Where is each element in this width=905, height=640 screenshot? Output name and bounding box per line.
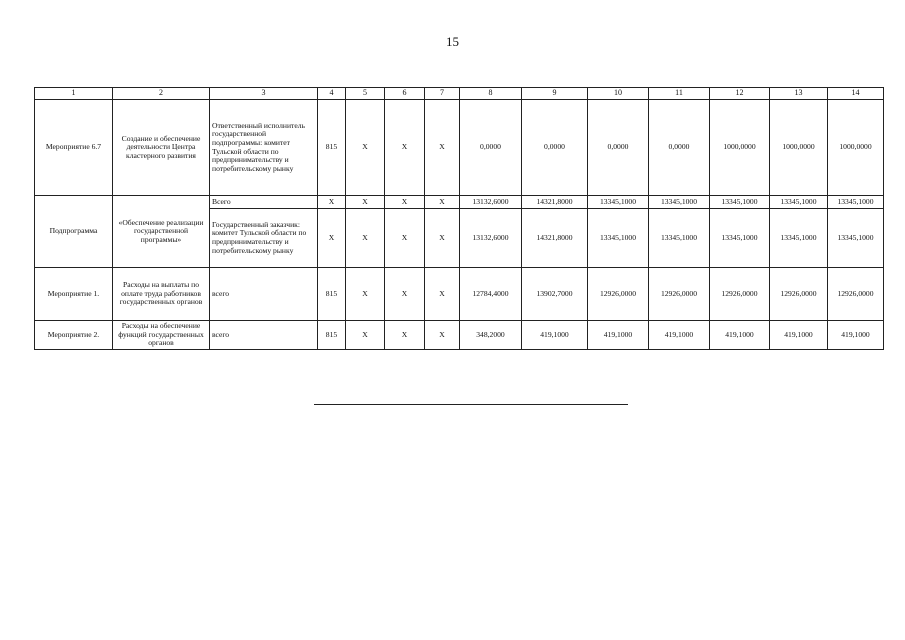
responsible-party: всего: [210, 268, 318, 321]
event-name: «Обеспечение реализации государственной программы»: [113, 196, 210, 268]
table-cell: X: [425, 196, 460, 209]
table-row: [35, 321, 884, 350]
responsible-party: всего: [210, 321, 318, 350]
table-cell: 12926,0000: [588, 268, 649, 321]
table-cell: 419,1000: [710, 321, 770, 350]
table-cell: X: [385, 321, 425, 350]
column-header: 9: [522, 88, 588, 100]
table-cell: 13345,1000: [828, 209, 884, 268]
table-cell: X: [346, 209, 385, 268]
table-cell: 12926,0000: [649, 268, 710, 321]
table-cell: 13345,1000: [710, 209, 770, 268]
responsible-party: Всего: [210, 196, 318, 209]
table-cell: 815: [318, 321, 346, 350]
table-cell: 12926,0000: [710, 268, 770, 321]
budget-table: [34, 87, 884, 350]
table-cell: X: [318, 209, 346, 268]
table-cell: X: [425, 321, 460, 350]
row-label: Мероприятие 1.: [35, 268, 113, 321]
table-cell: 419,1000: [649, 321, 710, 350]
table-cell: 0,0000: [649, 100, 710, 196]
table-cell: 13345,1000: [588, 196, 649, 209]
row-label: Мероприятие 6.7: [35, 100, 113, 196]
table-cell: X: [385, 196, 425, 209]
table-cell: 13132,6000: [460, 196, 522, 209]
column-header: 3: [210, 88, 318, 100]
header-row: [35, 88, 884, 100]
table-cell: 13132,6000: [460, 209, 522, 268]
table-cell: 13345,1000: [710, 196, 770, 209]
table-cell: X: [318, 196, 346, 209]
table-cell: 13345,1000: [770, 196, 828, 209]
table-cell: 12784,4000: [460, 268, 522, 321]
column-header: 12: [710, 88, 770, 100]
event-name: Создание и обеспечение деятельности Центра кластерного развития: [113, 100, 210, 196]
table-cell: 1000,0000: [710, 100, 770, 196]
table-cell: X: [346, 100, 385, 196]
table-cell: 1000,0000: [828, 100, 884, 196]
column-header: 5: [346, 88, 385, 100]
table-cell: 815: [318, 100, 346, 196]
table-cell: 419,1000: [828, 321, 884, 350]
table-cell: 12926,0000: [770, 268, 828, 321]
table-row: [35, 196, 884, 209]
table-cell: 419,1000: [522, 321, 588, 350]
table-row: [35, 100, 884, 196]
table-cell: 13345,1000: [828, 196, 884, 209]
table-cell: 13345,1000: [649, 196, 710, 209]
table-cell: X: [346, 196, 385, 209]
responsible-party: Ответственный исполнитель государственной подпрограммы: комитет Тульской области по предпринимательству и потребительскому рынку: [210, 100, 318, 196]
column-header: 1: [35, 88, 113, 100]
column-header: 14: [828, 88, 884, 100]
table-cell: X: [425, 100, 460, 196]
footer-divider: [314, 404, 628, 405]
column-header: 13: [770, 88, 828, 100]
table-cell: 348,2000: [460, 321, 522, 350]
column-header: 4: [318, 88, 346, 100]
table-cell: 13345,1000: [770, 209, 828, 268]
table-cell: 1000,0000: [770, 100, 828, 196]
column-header: 11: [649, 88, 710, 100]
table-cell: 419,1000: [588, 321, 649, 350]
event-name: Расходы на обеспечение функций государственных органов: [113, 321, 210, 350]
table-cell: X: [425, 268, 460, 321]
table-cell: X: [385, 268, 425, 321]
row-label: Мероприятие 2.: [35, 321, 113, 350]
table-cell: 14321,8000: [522, 209, 588, 268]
table-cell: 12926,0000: [828, 268, 884, 321]
column-header: 8: [460, 88, 522, 100]
column-header: 7: [425, 88, 460, 100]
table-cell: 815: [318, 268, 346, 321]
column-header: 2: [113, 88, 210, 100]
event-name: Расходы на выплаты по оплате труда работников государственных органов: [113, 268, 210, 321]
table-cell: X: [385, 100, 425, 196]
responsible-party: Государственный заказчик: комитет Тульской области по предпринимательству и потребительскому рынку: [210, 209, 318, 268]
page-number: 15: [446, 34, 459, 49]
table-cell: 0,0000: [460, 100, 522, 196]
column-header: 10: [588, 88, 649, 100]
table-cell: X: [385, 209, 425, 268]
table-cell: X: [425, 209, 460, 268]
table-row: [35, 268, 884, 321]
table-cell: X: [346, 321, 385, 350]
table-cell: 0,0000: [522, 100, 588, 196]
table-cell: 419,1000: [770, 321, 828, 350]
table-cell: 13902,7000: [522, 268, 588, 321]
column-header: 6: [385, 88, 425, 100]
table-cell: 0,0000: [588, 100, 649, 196]
table-cell: X: [346, 268, 385, 321]
table-cell: 13345,1000: [588, 209, 649, 268]
table-cell: 13345,1000: [649, 209, 710, 268]
row-label: Подпрограмма: [35, 196, 113, 268]
table-cell: 14321,8000: [522, 196, 588, 209]
